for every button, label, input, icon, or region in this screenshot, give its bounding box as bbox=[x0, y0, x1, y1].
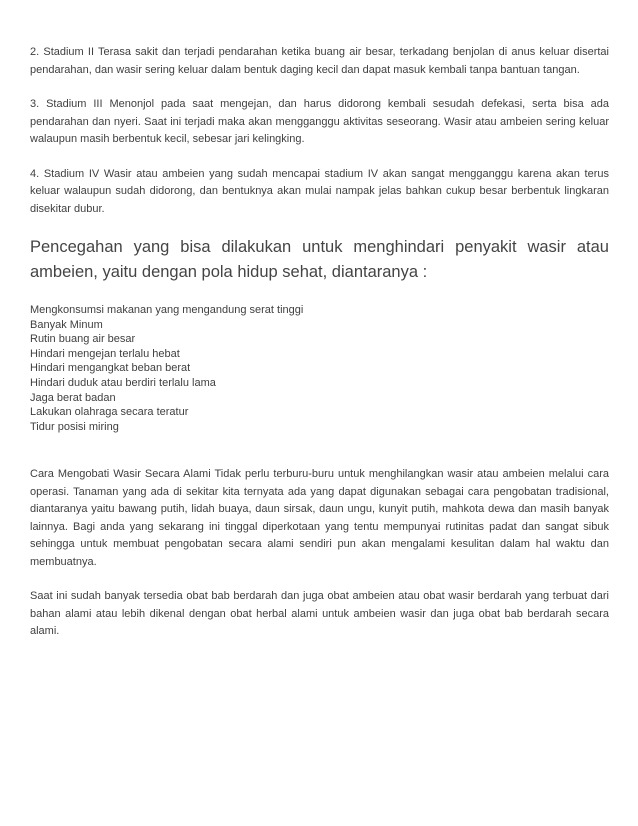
stage-4-paragraph: 4. Stadium IV Wasir atau ambeien yang sudah mencapai stadium IV akan sangat mengganggu karena akan terus keluar walaupun sudah didorong, dan bentuknya akan mulai nampak jelas bahkan cukup besar berbentuk lingkaran disekitar dubur. bbox=[30, 167, 609, 215]
prevention-heading: Pencegahan yang bisa dilakukan untuk menghindari penyakit wasir atau ambeien, yaitu dengan pola hidup sehat, diantaranya : bbox=[30, 238, 609, 281]
stage-3-paragraph: 3. Stadium III Menonjol pada saat mengejan, dan harus didorong kembali sesudah defekasi, serta bisa ada pendarahan dan nyeri. Saat ini terjadi maka akan mengganggu aktivitas seseorang. Wasir atau ambeien sering keluar walaupun masih berbentuk kecil, sebesar jari kelingking. bbox=[30, 98, 609, 145]
natural-treatment-paragraph: Cara Mengobati Wasir Secara Alami Tidak perlu terburu-buru untuk menghilangkan wasir atau ambeien melalui cara operasi. Tanaman yang ada di sekitar kita ternyata ada yang dapat digunakan sebagai cara pengobatan tradisional, diantaranya yaitu bawang putih, lidah buaya, daun sirsak, daun ungu, kunyit putih, mahkota dewa dan masih banyak lainnya. Bagi anda yang sekarang ini tinggal diperkotaan yang tentu mempunyai rutinitas padat dan sangat sibuk sehingga untuk membuat pengobatan secara alami sendiri pun akan mengalami kesulitan dalam hal waktu dan membuatnya. bbox=[30, 468, 609, 568]
list-item: Hindari duduk atau berdiri terlalu lama bbox=[30, 376, 216, 389]
list-item: Jaga berat badan bbox=[30, 391, 116, 404]
list-item: Lakukan olahraga secara teratur bbox=[30, 406, 189, 419]
list-item: Hindari mengangkat beban berat bbox=[30, 362, 191, 375]
document-body bbox=[30, 44, 609, 658]
list-item: Rutin buang air besar bbox=[30, 333, 136, 346]
list-item: Tidur posisi miring bbox=[30, 420, 119, 433]
stage-2-paragraph: 2. Stadium II Terasa sakit dan terjadi pendarahan ketika buang air besar, terkadang benjolan di anus keluar disertai pendarahan, dan wasir sering keluar dalam bentuk daging kecil dan dapat masuk kembali tanpa bantuan tangan. bbox=[30, 46, 609, 76]
list-item: Mengkonsumsi makanan yang mengandung serat tinggi bbox=[30, 304, 304, 316]
herbal-remedy-paragraph: Saat ini sudah banyak tersedia obat bab berdarah dan juga obat ambeien atau obat wasir berdarah yang terbuat dari bahan alami atau lebih dikenal dengan obat herbal alami untuk ambeien wasir dan juga obat bab berdarah secara alami. bbox=[30, 590, 609, 638]
list-item: Hindari mengejan terlalu hebat bbox=[30, 347, 180, 360]
prevention-list bbox=[30, 303, 609, 434]
list-item: Banyak Minum bbox=[30, 318, 103, 331]
